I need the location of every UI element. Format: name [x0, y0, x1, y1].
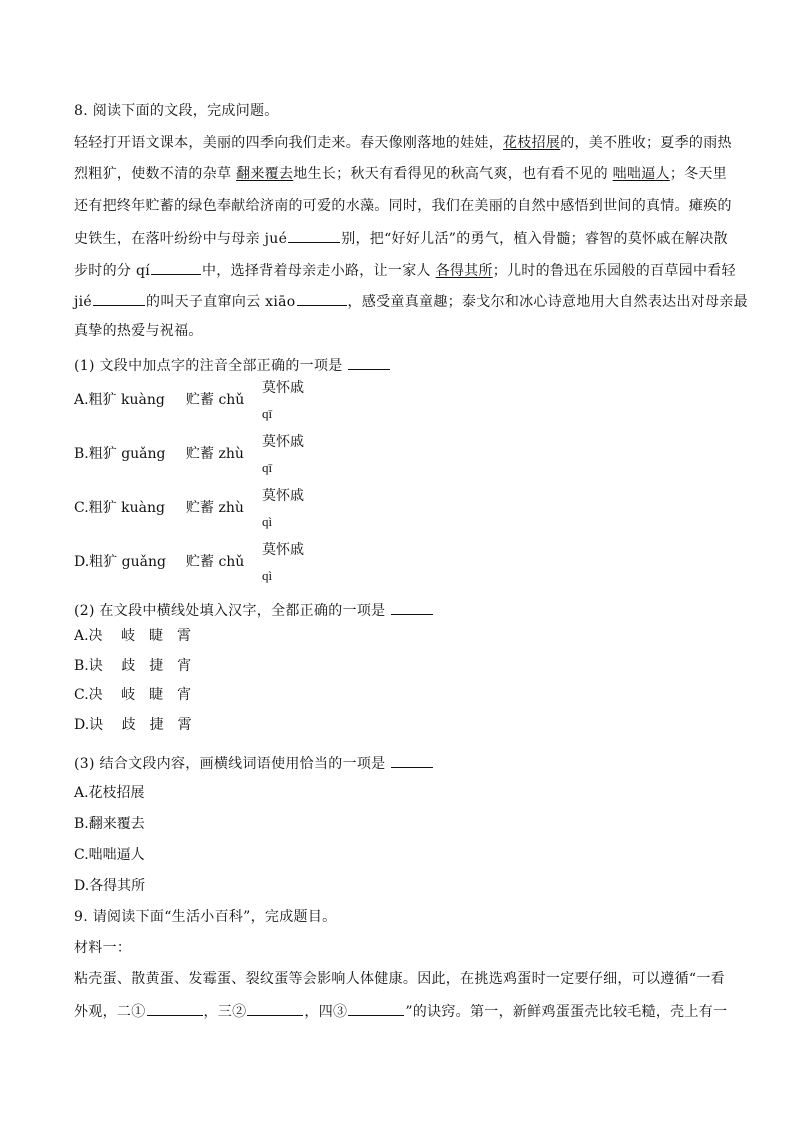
passage-text: 地生长；秋天有看得见的秋高气爽，也有看不见的 — [293, 166, 613, 182]
option-part: D.粗犷 guǎng — [74, 554, 166, 570]
passage-text: 的，美不胜收；夏季的雨热 — [560, 135, 732, 151]
option-part: 贮蓄 chǔ — [186, 392, 245, 408]
fill-blank-3 — [93, 291, 145, 306]
material-text: ，四③ — [304, 1004, 348, 1020]
option-part: 莫怀戚 — [262, 488, 304, 504]
fill-blank-1 — [288, 228, 340, 243]
passage-text: 烈粗犷，使数不清的杂草 — [74, 166, 237, 182]
answer-blank — [348, 355, 390, 370]
option-part: qì — [262, 514, 273, 529]
sub-question-2 — [74, 600, 434, 620]
option-part: 莫怀戚 — [262, 380, 304, 396]
passage-text: ；儿时的鲁迅在乐园般的百草园中看轻 — [492, 263, 736, 279]
option-part: 莫怀戚 — [262, 542, 304, 558]
passage-text: 史铁生，在落叶纷纷中与母亲 jué — [74, 231, 288, 247]
underlined-phrase-1: 花枝招展 — [503, 135, 561, 151]
option-part: 贮蓄 zhù — [186, 500, 244, 516]
passage-text: ，感受童真童趣；泰戈尔和冰心诗意地用大自然表达出对母亲最 — [347, 294, 748, 310]
sub-question-text: (3) 结合文段内容，画横线词语使用恰当的一项是 — [74, 756, 391, 772]
passage-text: 轻轻打开语文课本，美丽的四季向我们走来。春天像刚落地的娃娃， — [74, 135, 503, 151]
option-d[interactable]: D.诀 歧 捷 霄 — [74, 717, 192, 733]
option-c[interactable]: C.决 岐 睫 宵 — [74, 687, 192, 703]
underlined-phrase-2: 翻来覆去 — [236, 166, 294, 182]
fill-blank-7 — [348, 1001, 404, 1016]
option-b[interactable]: B.翻来覆去 — [74, 816, 145, 832]
underlined-phrase-4: 各得其所 — [435, 263, 493, 279]
passage-line-3: 还有把终年贮蓄的绿色奉献给济南的可爱的水藻。同时，我们在美丽的自然中感悟到世间的真情。瘫痪的 — [74, 198, 732, 214]
option-part: 贮蓄 zhù — [186, 446, 244, 462]
material-line-1: 粘壳蛋、散黄蛋、发霉蛋、裂纹蛋等会影响人体健康。因此，在挑选鸡蛋时一定要仔细，可以遵循“一看 — [74, 971, 725, 987]
option-part: A.粗犷 kuàng — [74, 392, 165, 408]
sub-question-text: (1) 文段中加点字的注音全部正确的一项是 — [74, 358, 348, 374]
passage-text: ；冬天里 — [669, 166, 728, 182]
passage-line-1 — [74, 134, 732, 152]
passage-text: 中，选择背着母亲走小路，让一家人 — [202, 263, 436, 279]
material-text: ”的诀窍。第一，新鲜鸡蛋蛋壳比较毛糙，壳上有一 — [405, 1004, 728, 1020]
material-label: 材料一： — [74, 940, 132, 956]
option-part: qī — [262, 406, 273, 421]
sub-question-text: (2) 在文段中横线处填入汉字，全都正确的一项是 — [74, 603, 391, 619]
passage-line-5 — [74, 260, 736, 280]
fill-blank-5 — [147, 1001, 203, 1016]
question-9-title: 9. 请阅读下面“生活小百科”，完成题目。 — [74, 909, 337, 925]
passage-line-2 — [74, 165, 727, 183]
passage-line-7: 真挚的热爱与祝福。 — [74, 323, 203, 339]
fill-blank-6 — [247, 1001, 303, 1016]
passage-text: 步时的分 qí — [74, 263, 150, 279]
option-a[interactable]: A.花枝招展 — [74, 785, 145, 801]
fill-blank-2 — [151, 260, 201, 275]
passage-text: 的叫天子直窜向云 xiāo — [146, 294, 296, 310]
passage-line-6 — [74, 291, 748, 311]
sub-question-1 — [74, 355, 391, 375]
option-part: qī — [262, 460, 273, 475]
passage-line-4 — [74, 228, 728, 248]
option-part: 贮蓄 chǔ — [186, 554, 245, 570]
answer-blank — [391, 600, 433, 615]
option-part: qì — [262, 568, 273, 583]
option-part: B.粗犷 guǎng — [74, 446, 166, 462]
passage-text: 别，把“好好儿活”的勇气，植入骨髓；睿智的莫怀戚在解决散 — [341, 231, 728, 247]
option-part: C.粗犷 kuàng — [74, 500, 165, 516]
option-b[interactable]: B.诀 歧 捷 宵 — [74, 658, 192, 674]
underlined-phrase-3: 咄咄逼人 — [612, 166, 670, 182]
option-part: 莫怀戚 — [262, 434, 304, 450]
question-8-title: 8. 阅读下面的文段，完成问题。 — [74, 103, 279, 119]
passage-text: jié — [74, 294, 93, 310]
option-a[interactable]: A.决 岐 睫 霄 — [74, 628, 192, 644]
material-text: ，三② — [203, 1004, 247, 1020]
sub-question-3 — [74, 753, 434, 773]
fill-blank-4 — [297, 291, 347, 306]
option-c[interactable]: C.咄咄逼人 — [74, 847, 145, 863]
material-text: 外观，二① — [74, 1004, 146, 1020]
option-d[interactable]: D.各得其所 — [74, 878, 146, 894]
material-line-2 — [74, 1001, 727, 1021]
answer-blank — [391, 753, 433, 768]
